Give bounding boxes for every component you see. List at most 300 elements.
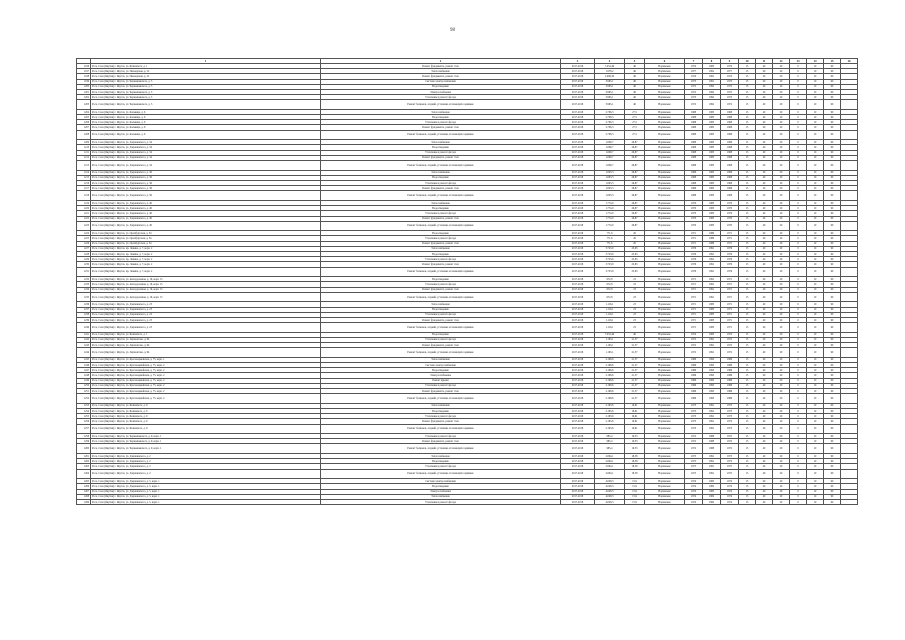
area-cell: 1.116,1: [595, 312, 625, 317]
value-cell: 20: [773, 434, 790, 439]
empty-cell: [841, 394, 858, 404]
year-cell: 1991: [703, 403, 721, 408]
year-cell: 1968: [685, 125, 703, 130]
year-cell: 1971: [721, 236, 739, 241]
value-cell: 15: [739, 292, 756, 302]
period-cell: 2017-2018: [561, 363, 595, 368]
table-row: [77, 444, 858, 454]
area-cell: 2.706,3: [595, 130, 625, 140]
value-cell: 40: [756, 115, 773, 120]
condition-cell: Нормально: [645, 499, 685, 504]
row-number: 1269: [77, 499, 91, 504]
value-cell: 10: [807, 439, 824, 444]
percent-cell: 19,61: [625, 408, 645, 413]
row-number: 1214: [77, 170, 91, 175]
work-type-cell: Ремонт фундамента, ремонт стен: [321, 155, 561, 160]
value-cell: 10: [807, 357, 824, 362]
value-cell: 10: [807, 337, 824, 342]
value-cell: 40: [756, 221, 773, 231]
value-cell: 90: [824, 357, 841, 362]
year-cell: 1968: [685, 130, 703, 140]
value-cell: 90: [824, 241, 841, 246]
value-cell: 0: [790, 150, 807, 155]
address-cell: Роса, Саха (Якутия) г. Якутск, ул. Дзержинского, д. 23: [91, 302, 321, 307]
work-type-cell: Утепление и ремонт фасада: [321, 120, 561, 125]
value-cell: 15: [739, 408, 756, 413]
value-cell: 40: [756, 175, 773, 180]
area-cell: 1.978,2: [595, 69, 625, 74]
value-cell: 20: [773, 155, 790, 160]
value-cell: 15: [739, 180, 756, 185]
value-cell: 10: [807, 161, 824, 171]
area-cell: 1.774,0: [595, 211, 625, 216]
year-cell: 1971: [721, 241, 739, 246]
year-cell: 1972: [721, 444, 739, 454]
value-cell: 0: [790, 419, 807, 424]
condition-cell: Нормально: [645, 246, 685, 251]
value-cell: 90: [824, 120, 841, 125]
year-cell: 1968: [721, 155, 739, 160]
value-cell: 0: [790, 186, 807, 191]
value-cell: 40: [756, 100, 773, 110]
area-cell: 2.198,6: [595, 363, 625, 368]
period-cell: 2017-2018: [561, 459, 595, 464]
year-cell: 1971: [721, 317, 739, 322]
year-cell: 1973: [721, 95, 739, 100]
value-cell: 40: [756, 469, 773, 479]
value-cell: 40: [756, 241, 773, 246]
year-cell: 1976: [685, 246, 703, 251]
value-cell: 10: [807, 494, 824, 499]
value-cell: 10: [807, 191, 824, 201]
value-cell: 90: [824, 191, 841, 201]
value-cell: 10: [807, 252, 824, 257]
percent-cell: 21,37: [625, 373, 645, 378]
row-number: 1221: [77, 211, 91, 216]
value-cell: 20: [773, 343, 790, 348]
value-cell: 40: [756, 109, 773, 114]
address-cell: Роса, Саха (Якутия) г. Якутск, ул. Красноармейская, д. 75, корп. 2: [91, 378, 321, 383]
year-cell: 1974: [685, 499, 703, 504]
value-cell: 10: [807, 373, 824, 378]
work-type-cell: Водоотведение: [321, 175, 561, 180]
year-cell: 1983: [703, 145, 721, 150]
year-cell: 1986: [685, 394, 703, 404]
value-cell: 90: [824, 64, 841, 69]
work-type-cell: Электроснабжение: [321, 489, 561, 494]
value-cell: 20: [773, 200, 790, 205]
year-cell: 1974: [721, 74, 739, 79]
year-cell: 1970: [721, 206, 739, 211]
work-type-cell: Ремонт балконов, лоджий, установка отсекающих задвижек: [321, 394, 561, 404]
year-cell: 1968: [685, 161, 703, 171]
year-cell: 1993: [703, 383, 721, 388]
address-cell: Роса, Саха (Якутия) г. Якутск, ул. Белинского, д. 9: [91, 424, 321, 434]
work-type-cell: Ремонт фундамента, ремонт стен: [321, 125, 561, 130]
year-cell: 1971: [721, 323, 739, 333]
value-cell: 15: [739, 348, 756, 358]
period-cell: 2017-2018: [561, 125, 595, 130]
value-cell: 15: [739, 484, 756, 489]
row-number: 1259: [77, 439, 91, 444]
address-cell: Роса, Саха (Якутия) г. Якутск, ул. Лермонтова, д. 94: [91, 337, 321, 342]
percent-cell: 21,37: [625, 343, 645, 348]
address-cell: Роса, Саха (Якутия) г. Якутск, ул. Кальвица, д. 6: [91, 125, 321, 130]
work-type-cell: Ремонт балконов, лоджий, установка отсекающих задвижек: [321, 444, 561, 454]
value-cell: 40: [756, 95, 773, 100]
percent-cell: 25,63: [625, 246, 645, 251]
period-cell: 2017-2018: [561, 211, 595, 216]
year-cell: 1977: [721, 69, 739, 74]
work-type-cell: Ремонт фундамента, ремонт стен: [321, 343, 561, 348]
value-cell: 0: [790, 79, 807, 84]
value-cell: 10: [807, 89, 824, 94]
value-cell: 15: [739, 439, 756, 444]
year-cell: 1975: [721, 459, 739, 464]
period-cell: 2017-2018: [561, 186, 595, 191]
year-cell: 1968: [685, 175, 703, 180]
percent-cell: 27,5: [625, 120, 645, 125]
value-cell: 15: [739, 373, 756, 378]
year-cell: 1991: [703, 252, 721, 257]
condition-cell: Нормально: [645, 424, 685, 434]
condition-cell: Нормально: [645, 64, 685, 69]
year-cell: 1972: [721, 100, 739, 110]
year-cell: 1975: [685, 469, 703, 479]
percent-cell: 25,63: [625, 252, 645, 257]
area-cell: 2.198,6: [595, 388, 625, 393]
year-cell: 1974: [685, 64, 703, 69]
year-cell: 1971: [685, 236, 703, 241]
value-cell: 20: [773, 307, 790, 312]
address-cell: Роса, Саха (Якутия) г. Якутск, ул. Кальвица, д. 6: [91, 109, 321, 114]
address-cell: Роса, Саха (Якутия) г. Якутск, ул. Кальвица, д. 6: [91, 120, 321, 125]
value-cell: 0: [790, 241, 807, 246]
row-number: 1208: [77, 130, 91, 140]
value-cell: 90: [824, 170, 841, 175]
value-cell: 0: [790, 115, 807, 120]
value-cell: 10: [807, 246, 824, 251]
value-cell: 15: [739, 267, 756, 277]
value-cell: 0: [790, 357, 807, 362]
year-cell: 1971: [721, 231, 739, 236]
period-cell: 2017-2018: [561, 84, 595, 89]
period-cell: 2017-2018: [561, 155, 595, 160]
value-cell: 40: [756, 424, 773, 434]
table-row: [77, 161, 858, 171]
year-cell: 1971: [721, 282, 739, 287]
condition-cell: Нормально: [645, 307, 685, 312]
year-cell: 1973: [685, 79, 703, 84]
value-cell: 20: [773, 337, 790, 342]
address-cell: Роса, Саха (Якутия) г. Якутск, ул. Пионерская, д. 22: [91, 69, 321, 74]
area-cell: 2.499,29: [595, 74, 625, 79]
value-cell: 40: [756, 257, 773, 262]
year-cell: 1976: [685, 252, 703, 257]
year-cell: 1972: [685, 348, 703, 358]
condition-cell: Нормально: [645, 145, 685, 150]
row-number: 1257: [77, 424, 91, 434]
column-header: 11: [756, 59, 773, 64]
value-cell: 90: [824, 323, 841, 333]
value-cell: 90: [824, 373, 841, 378]
percent-cell: 26,87: [625, 221, 645, 231]
value-cell: 0: [790, 479, 807, 484]
period-cell: 2017-2018: [561, 403, 595, 408]
condition-cell: Нормально: [645, 494, 685, 499]
condition-cell: Нормально: [645, 84, 685, 89]
value-cell: 15: [739, 287, 756, 292]
work-type-cell: Водоотведение: [321, 231, 561, 236]
year-cell: 1970: [685, 216, 703, 221]
period-cell: 2017-2018: [561, 317, 595, 322]
year-cell: 1971: [685, 287, 703, 292]
address-cell: Роса, Саха (Якутия) г. Якутск, ул. Чернышевского, д. 5: [91, 84, 321, 89]
condition-cell: Нормально: [645, 439, 685, 444]
value-cell: 90: [824, 292, 841, 302]
value-cell: 90: [824, 231, 841, 236]
year-cell: 1988: [703, 439, 721, 444]
work-type-cell: Ремонт балконов, лоджий, установка отсекающих задвижек: [321, 221, 561, 231]
address-cell: Роса, Саха (Якутия) г. Якутск, ул. Белинского, д. 1: [91, 64, 321, 69]
area-cell: 3.965,1: [595, 100, 625, 110]
value-cell: 15: [739, 464, 756, 469]
year-cell: 1993: [703, 373, 721, 378]
percent-cell: 46: [625, 89, 645, 94]
value-cell: 15: [739, 74, 756, 79]
value-cell: 15: [739, 378, 756, 383]
value-cell: 90: [824, 74, 841, 79]
address-cell: Роса, Саха (Якутия) г. Якутск, ул. Красноармейская, д. 75, корп. 1: [91, 357, 321, 362]
value-cell: 40: [756, 216, 773, 221]
percent-cell: 26,87: [625, 180, 645, 185]
row-number: 1265: [77, 479, 91, 484]
value-cell: 20: [773, 494, 790, 499]
value-cell: 40: [756, 186, 773, 191]
year-cell: 1986: [685, 363, 703, 368]
value-cell: 90: [824, 484, 841, 489]
value-cell: 90: [824, 363, 841, 368]
value-cell: 20: [773, 79, 790, 84]
year-cell: 1976: [685, 267, 703, 277]
value-cell: 20: [773, 484, 790, 489]
work-type-cell: Утепление и ремонт фасада: [321, 282, 561, 287]
empty-cell: [841, 191, 858, 201]
year-cell: 1986: [721, 378, 739, 383]
row-number: 1199: [77, 79, 91, 84]
value-cell: 15: [739, 150, 756, 155]
value-cell: 10: [807, 419, 824, 424]
year-cell: 1974: [685, 489, 703, 494]
row-number: 1222: [77, 216, 91, 221]
value-cell: 40: [756, 348, 773, 358]
condition-cell: Нормально: [645, 241, 685, 246]
value-cell: 0: [790, 434, 807, 439]
work-type-cell: Ремонт балконов, лоджий, установка отсекающих задвижек: [321, 130, 561, 140]
value-cell: 20: [773, 216, 790, 221]
area-cell: 1.603,3: [595, 186, 625, 191]
year-cell: 1991: [703, 454, 721, 459]
value-cell: 90: [824, 499, 841, 504]
condition-cell: Нормально: [645, 155, 685, 160]
year-cell: 1971: [685, 307, 703, 312]
value-cell: 0: [790, 120, 807, 125]
year-cell: 1983: [703, 312, 721, 317]
period-cell: 2017-2018: [561, 79, 595, 84]
year-cell: 1993: [703, 394, 721, 404]
year-cell: 1973: [685, 419, 703, 424]
row-number: 1268: [77, 494, 91, 499]
work-type-cell: Ремонт балконов, лоджий, установка отсекающих задвижек: [321, 323, 561, 333]
row-number: 1203: [77, 100, 91, 110]
value-cell: 40: [756, 317, 773, 322]
condition-cell: Нормально: [645, 100, 685, 110]
year-cell: 1989: [703, 231, 721, 236]
condition-cell: Нормально: [645, 302, 685, 307]
column-header: 15: [824, 59, 841, 64]
work-type-cell: Ремонт фундамента, ремонт стен: [321, 317, 561, 322]
area-cell: 2.706,3: [595, 115, 625, 120]
year-cell: 1991: [703, 74, 721, 79]
percent-cell: 19,61: [625, 424, 645, 434]
value-cell: 40: [756, 170, 773, 175]
percent-cell: 25,63: [625, 267, 645, 277]
year-cell: 1968: [685, 115, 703, 120]
address-cell: Роса, Саха (Якутия) г. Якутск, ул. Красноармейская, д. 75, корп. 2: [91, 383, 321, 388]
year-cell: 1971: [685, 277, 703, 282]
work-type-cell: Утепление и ремонт фасада: [321, 95, 561, 100]
value-cell: 20: [773, 388, 790, 393]
value-cell: 40: [756, 383, 773, 388]
condition-cell: Нормально: [645, 191, 685, 201]
value-cell: 0: [790, 348, 807, 358]
year-cell: 1991: [703, 287, 721, 292]
value-cell: 40: [756, 479, 773, 484]
value-cell: 10: [807, 69, 824, 74]
period-cell: 2017-2018: [561, 69, 595, 74]
address-cell: Роса, Саха (Якутия) г. Якутск, ул. Красноармейская, д. 75, корп. 2: [91, 368, 321, 373]
value-cell: 40: [756, 363, 773, 368]
column-header: 14: [807, 59, 824, 64]
row-number: 1256: [77, 419, 91, 424]
value-cell: 15: [739, 424, 756, 434]
value-cell: 0: [790, 287, 807, 292]
work-type-cell: Теплоснабжение: [321, 357, 561, 362]
year-cell: 1968: [685, 145, 703, 150]
value-cell: 90: [824, 459, 841, 464]
year-cell: 1968: [685, 180, 703, 185]
area-cell: 2.198,6: [595, 357, 625, 362]
value-cell: 0: [790, 403, 807, 408]
table-row: [77, 292, 858, 302]
value-cell: 40: [756, 368, 773, 373]
period-cell: 2017-2018: [561, 408, 595, 413]
value-cell: 0: [790, 464, 807, 469]
column-header: 5: [625, 59, 645, 64]
value-cell: 20: [773, 383, 790, 388]
value-cell: 20: [773, 489, 790, 494]
area-cell: 1.609,7: [595, 161, 625, 171]
address-cell: Роса, Саха (Якутия) г. Якутск, ул. Дзержинского, д. 2: [91, 454, 321, 459]
value-cell: 10: [807, 186, 824, 191]
value-cell: 20: [773, 312, 790, 317]
percent-cell: 21,37: [625, 368, 645, 373]
year-cell: 1983: [703, 206, 721, 211]
condition-cell: Нормально: [645, 484, 685, 489]
value-cell: 10: [807, 120, 824, 125]
value-cell: 15: [739, 277, 756, 282]
address-cell: Роса, Саха (Якутия) г. Якутск, ул. Дзержинского, д. 40: [91, 200, 321, 205]
value-cell: 90: [824, 348, 841, 358]
value-cell: 10: [807, 145, 824, 150]
year-cell: 1968: [721, 191, 739, 201]
row-number: 1210: [77, 145, 91, 150]
value-cell: 90: [824, 200, 841, 205]
area-cell: 1.116,1: [595, 307, 625, 312]
condition-cell: Нормально: [645, 434, 685, 439]
year-cell: 1973: [685, 95, 703, 100]
value-cell: 20: [773, 161, 790, 171]
condition-cell: Нормально: [645, 357, 685, 362]
value-cell: 10: [807, 323, 824, 333]
year-cell: 1971: [721, 312, 739, 317]
value-cell: 0: [790, 200, 807, 205]
year-cell: 1986: [721, 368, 739, 373]
address-cell: Роса, Саха (Якутия) г. Якутск, ул. Чернышевского, д. 9, корп. 1: [91, 444, 321, 454]
table-row: [77, 394, 858, 404]
value-cell: 0: [790, 394, 807, 404]
area-cell: 2.163,6: [595, 403, 625, 408]
year-cell: 1991: [703, 246, 721, 251]
column-header: 13: [790, 59, 807, 64]
year-cell: 1976: [685, 262, 703, 267]
value-cell: 0: [790, 484, 807, 489]
value-cell: 20: [773, 120, 790, 125]
value-cell: 10: [807, 302, 824, 307]
value-cell: 0: [790, 221, 807, 231]
condition-cell: Нормально: [645, 419, 685, 424]
row-number: 1227: [77, 246, 91, 251]
year-cell: 1971: [721, 292, 739, 302]
percent-cell: 26: [625, 236, 645, 241]
year-cell: 1968: [721, 170, 739, 175]
value-cell: 40: [756, 499, 773, 504]
area-cell: 2.694,1: [595, 469, 625, 479]
row-number: 1252: [77, 394, 91, 404]
value-cell: 15: [739, 140, 756, 145]
year-cell: 1970: [721, 200, 739, 205]
area-cell: 2.694,1: [595, 464, 625, 469]
value-cell: 15: [739, 100, 756, 110]
value-cell: 10: [807, 414, 824, 419]
condition-cell: Нормально: [645, 74, 685, 79]
work-type-cell: Теплоснабжение: [321, 170, 561, 175]
area-cell: 1.163,1: [595, 348, 625, 358]
percent-cell: 26,87: [625, 211, 645, 216]
value-cell: 0: [790, 155, 807, 160]
value-cell: 15: [739, 257, 756, 262]
value-cell: 15: [739, 175, 756, 180]
year-cell: 1988: [703, 444, 721, 454]
year-cell: 1991: [703, 408, 721, 413]
empty-cell: [841, 100, 858, 110]
value-cell: 0: [790, 89, 807, 94]
condition-cell: Нормально: [645, 221, 685, 231]
value-cell: 15: [739, 109, 756, 114]
value-cell: 0: [790, 408, 807, 413]
value-cell: 15: [739, 414, 756, 419]
row-number: 1216: [77, 180, 91, 185]
